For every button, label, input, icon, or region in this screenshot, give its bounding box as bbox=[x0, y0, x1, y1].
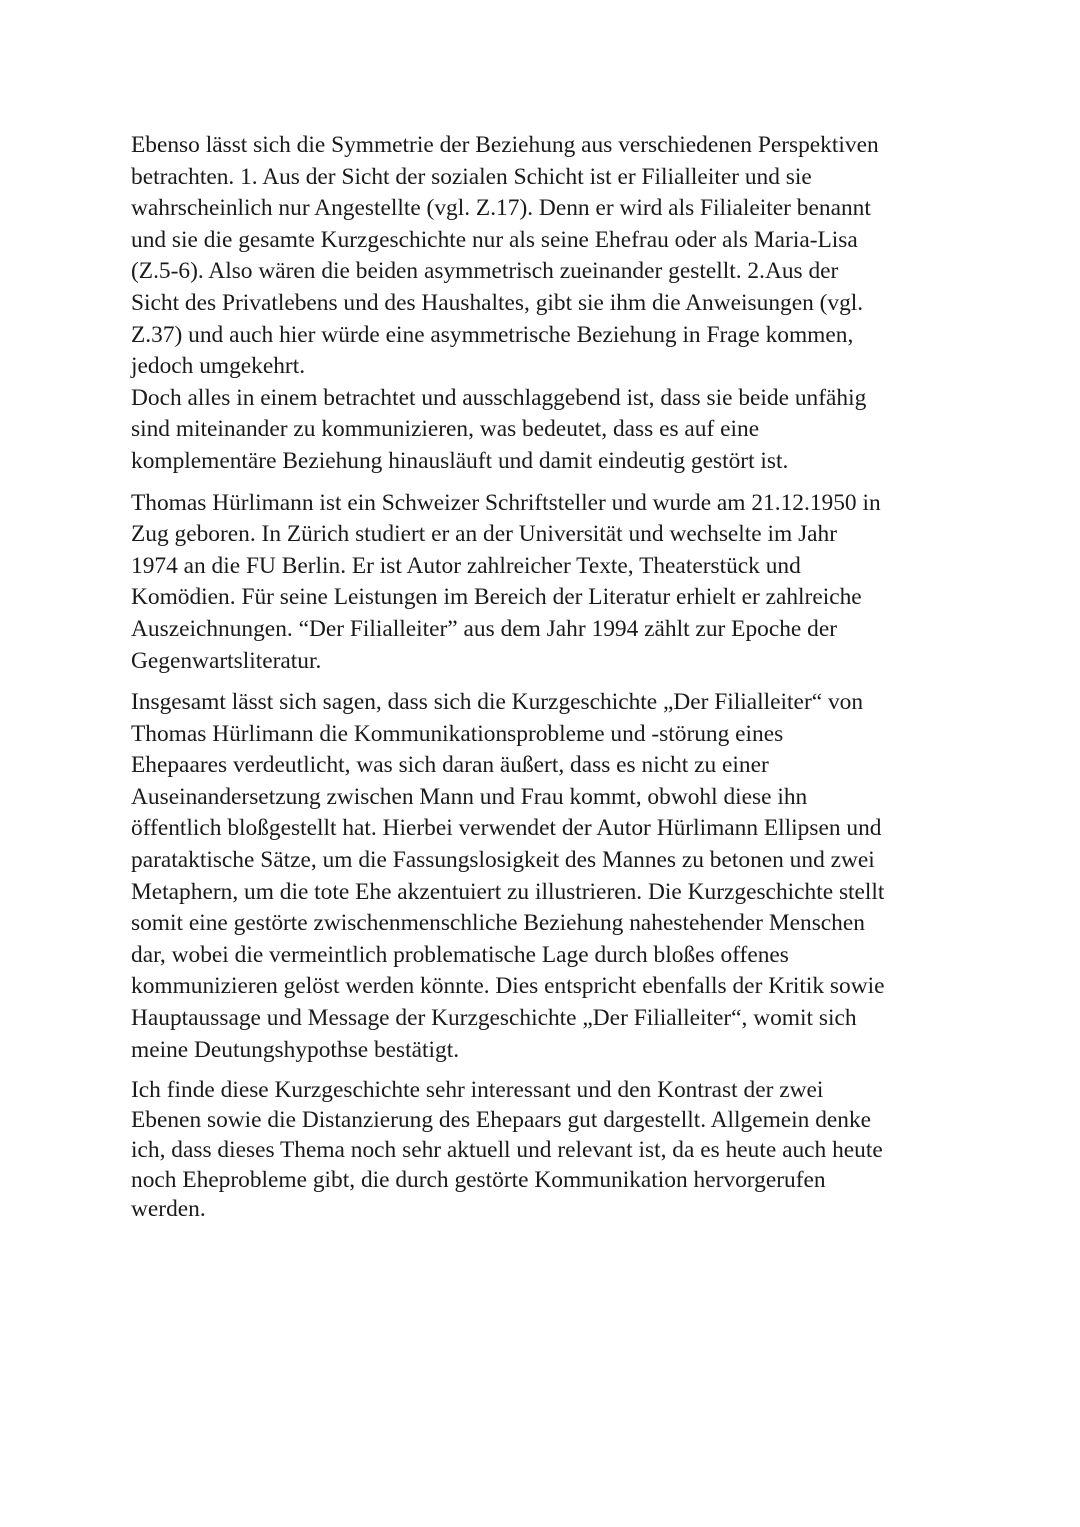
text-line: Auseinandersetzung zwischen Mann und Frau kommt, obwohl diese ihn bbox=[131, 783, 808, 810]
text-line: wahrscheinlich nur Angestellte (vgl. Z.17). Denn er wird als Filialeiter benannt bbox=[131, 195, 871, 222]
text-line: dar, wobei die vermeintlich problematische Lage durch bloßes offenes bbox=[131, 941, 789, 968]
text-line: ich, dass dieses Thema noch sehr aktuell und relevant ist, da es heute auch heute bbox=[131, 1136, 883, 1163]
text-line: sind miteinander zu kommunizieren, was bedeutet, dass es auf eine bbox=[131, 416, 760, 443]
text-line: parataktische Sätze, um die Fassungslosigkeit des Mannes zu betonen und zwei bbox=[131, 847, 875, 874]
paragraph-opinion bbox=[131, 1076, 961, 1225]
text-line: noch Eheprobleme gibt, die durch gestörte Kommunikation hervorgerufen bbox=[131, 1166, 826, 1193]
text-line: somit eine gestörte zwischenmenschliche Beziehung nahestehender Menschen bbox=[131, 910, 865, 937]
text-line: Thomas Hürlimann ist ein Schweizer Schriftsteller und wurde am 21.12.1950 in bbox=[131, 489, 881, 516]
text-line: Komödien. Für seine Leistungen im Bereich der Literatur erhielt er zahlreiche bbox=[131, 584, 862, 611]
text-line: meine Deutungshypothse bestätigt. bbox=[131, 1036, 460, 1063]
text-line: Ehepaares verdeutlicht, was sich daran äußert, dass es nicht zu einer bbox=[131, 752, 769, 779]
text-line: 1974 an die FU Berlin. Er ist Autor zahlreicher Texte, Theaterstück und bbox=[131, 552, 801, 579]
text-line: Ebenen sowie die Distanzierung des Ehepaars gut dargestellt. Allgemein denke bbox=[131, 1107, 872, 1134]
text-line: Metaphern, um die tote Ehe akzentuiert zu illustrieren. Die Kurzgeschichte stellt bbox=[131, 878, 885, 905]
text-line: komplementäre Beziehung hinausläuft und damit eindeutig gestört ist. bbox=[131, 447, 789, 474]
text-line: werden. bbox=[131, 1196, 206, 1223]
text-line: betrachten. 1. Aus der Sicht der sozialen Schicht ist er Filialleiter und sie bbox=[131, 163, 812, 190]
text-line: jedoch umgekehrt. bbox=[131, 353, 306, 380]
text-line: öffentlich bloßgestellt hat. Hierbei verwendet der Autor Hürlimann Ellipsen und bbox=[131, 815, 882, 842]
text-line: kommunizieren gelöst werden könnte. Dies entspricht ebenfalls der Kritik sowie bbox=[131, 973, 885, 1000]
paragraph-author-bio bbox=[131, 488, 961, 678]
document-body bbox=[131, 130, 961, 1225]
paragraph-conclusion bbox=[131, 687, 961, 1066]
text-line: und sie die gesamte Kurzgeschichte nur als seine Ehefrau oder als Maria-Lisa bbox=[131, 226, 858, 253]
text-line: Zug geboren. In Zürich studiert er an der Universität und wechselte im Jahr bbox=[131, 521, 838, 548]
text-line: Sicht des Privatlebens und des Haushaltes, gibt sie ihm die Anweisungen (vgl. bbox=[131, 289, 864, 316]
text-line: Gegenwartsliteratur. bbox=[131, 647, 322, 674]
text-line: Thomas Hürlimann die Kommunikationsprobleme und -störung eines bbox=[131, 720, 784, 747]
text-line: Hauptaussage und Message der Kurzgeschichte „Der Filialleiter“, womit sich bbox=[131, 1005, 857, 1032]
text-line: Auszeichnungen. “Der Filialleiter” aus dem Jahr 1994 zählt zur Epoche der bbox=[131, 615, 838, 642]
text-line: Z.37) und auch hier würde eine asymmetrische Beziehung in Frage kommen, bbox=[131, 321, 854, 348]
text-line: Doch alles in einem betrachtet und ausschlaggebend ist, dass sie beide unfähig bbox=[131, 384, 867, 411]
paragraph-symmetry bbox=[131, 130, 961, 478]
text-line: Insgesamt lässt sich sagen, dass sich die Kurzgeschichte „Der Filialleiter“ von bbox=[131, 689, 864, 716]
text-line: (Z.5-6). Also wären die beiden asymmetrisch zueinander gestellt. 2.Aus der bbox=[131, 258, 839, 285]
text-line: Ebenso lässt sich die Symmetrie der Beziehung aus verschiedenen Perspektiven bbox=[131, 132, 879, 158]
text-line: Ich finde diese Kurzgeschichte sehr interessant und den Kontrast der zwei bbox=[131, 1077, 824, 1104]
